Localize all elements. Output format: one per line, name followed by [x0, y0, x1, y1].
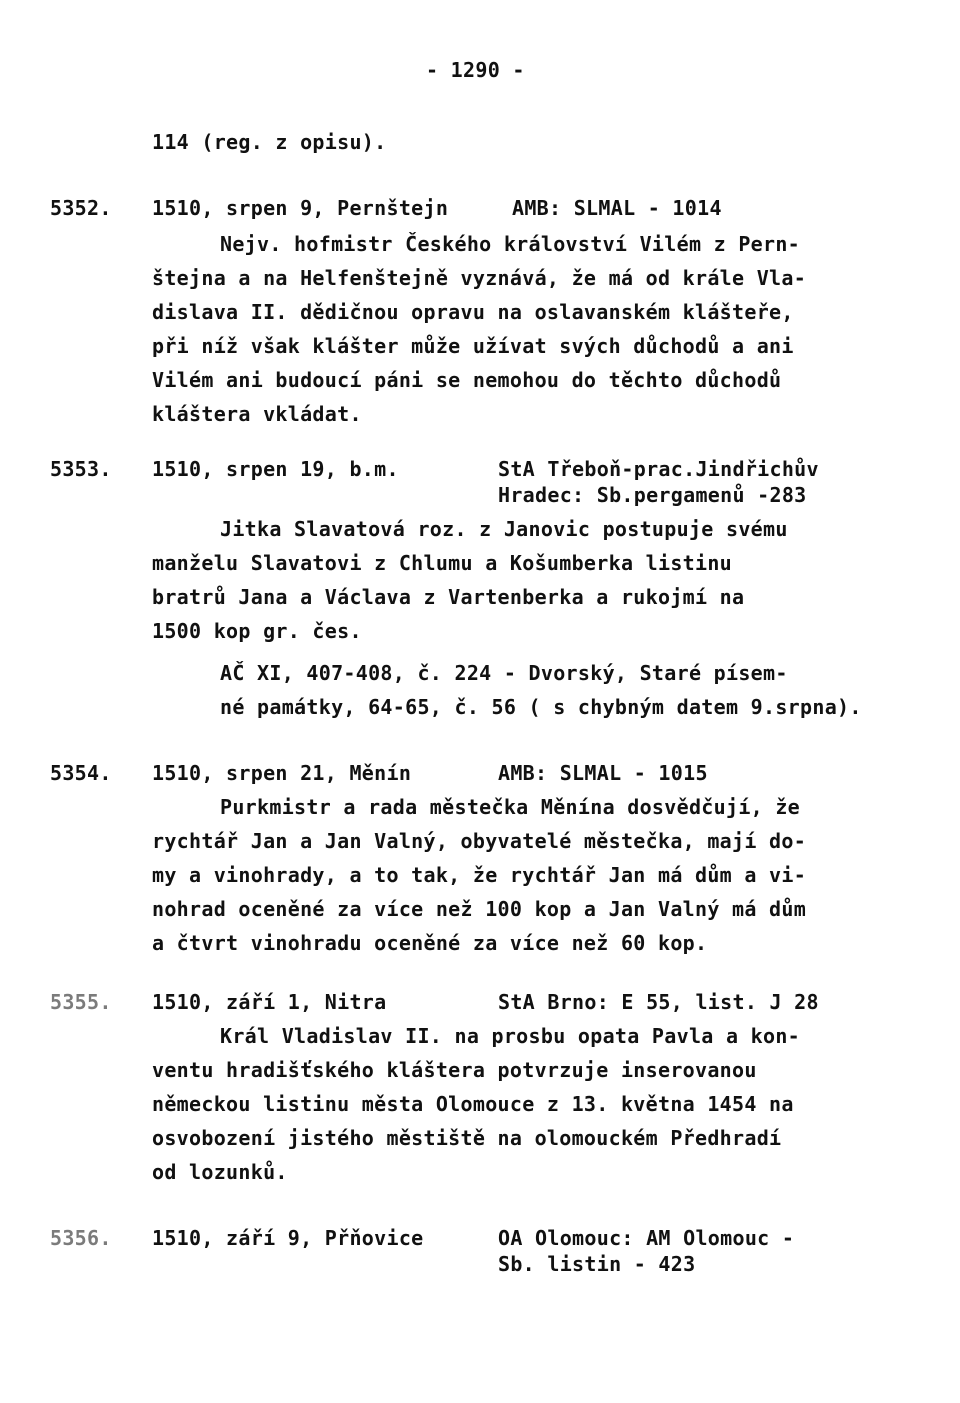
entry-regest-line: Nejv. hofmistr Českého království Vilém z Pern-: [220, 232, 801, 256]
entry-regest-line: dislava II. dědičnou opravu na oslavanském klášteře,: [152, 300, 794, 324]
entry-regest-line: bratrů Jana a Václava z Vartenberka a rukojmí na: [152, 585, 745, 609]
entry-regest-line: osvobození jistého městiště na olomouckém Předhradí: [152, 1126, 782, 1150]
entry-date-place: 1510, srpen 9, Pernštejn: [152, 196, 449, 220]
entry-regest-line: Král Vladislav II. na prosbu opata Pavla a kon-: [220, 1024, 801, 1048]
entry-date-place: 1510, srpen 19, b.m.: [152, 457, 399, 481]
entry-regest-line: Jitka Slavatová roz. z Janovic postupuje svému: [220, 517, 788, 541]
continuation-line: 114 (reg. z opisu).: [152, 130, 387, 154]
entry-number: 5355.: [50, 990, 112, 1014]
entry-regest-line: od lozunků.: [152, 1160, 288, 1184]
entry-regest-line: Purkmistr a rada městečka Měnína dosvědčují, že: [220, 795, 801, 819]
entry-regest-line: při níž však klášter může užívat svých důchodů a ani: [152, 334, 794, 358]
entry-regest-line: manželu Slavatovi z Chlumu a Košumberka listinu: [152, 551, 733, 575]
entry-date-place: 1510, srpen 21, Měnín: [152, 761, 412, 785]
entry-archive-reference: StA Třeboň-prac.Jindřichův: [498, 457, 819, 481]
entry-regest-line: a čtvrt vinohradu oceněné za více než 60 kop.: [152, 931, 708, 955]
entry-archive-reference: OA Olomouc: AM Olomouc -: [498, 1226, 795, 1250]
entry-number: 5354.: [50, 761, 112, 785]
entry-regest-line: ventu hradišťského kláštera potvrzuje inserovanou: [152, 1058, 757, 1082]
entry-archive-reference: StA Brno: E 55, list. J 28: [498, 990, 819, 1014]
entry-literature-line: AČ XI, 407-408, č. 224 - Dvorský, Staré písem-: [220, 661, 788, 685]
entry-regest-line: německou listinu města Olomouce z 13. května 1454 na: [152, 1092, 794, 1116]
entry-number: 5356.: [50, 1226, 112, 1250]
entry-regest-line: štejna a na Helfenštejně vyznává, že má od krále Vla-: [152, 266, 807, 290]
entry-number: 5353.: [50, 457, 112, 481]
entry-regest-line: Vilém ani budoucí páni se nemohou do těchto důchodů: [152, 368, 782, 392]
entry-regest-line: my a vinohrady, a to tak, že rychtář Jan má dům a vi-: [152, 863, 807, 887]
entry-archive-reference: AMB: SLMAL - 1014: [512, 196, 722, 220]
entry-regest-line: kláštera vkládat.: [152, 402, 362, 426]
entry-archive-reference: Hradec: Sb.pergamenů -283: [498, 483, 807, 507]
entry-regest-line: 1500 kop gr. čes.: [152, 619, 362, 643]
entry-archive-reference: Sb. listin - 423: [498, 1252, 696, 1276]
entry-regest-line: nohrad oceněné za více než 100 kop a Jan Valný má dům: [152, 897, 807, 921]
entry-number: 5352.: [50, 196, 112, 220]
entry-date-place: 1510, září 9, Přňovice: [152, 1226, 424, 1250]
entry-regest-line: rychtář Jan a Jan Valný, obyvatelé městečka, mají do-: [152, 829, 807, 853]
entry-literature-line: né památky, 64-65, č. 56 ( s chybným datem 9.srpna).: [220, 695, 862, 719]
entry-date-place: 1510, září 1, Nitra: [152, 990, 387, 1014]
page-number: - 1290 -: [426, 58, 525, 82]
entry-archive-reference: AMB: SLMAL - 1015: [498, 761, 708, 785]
